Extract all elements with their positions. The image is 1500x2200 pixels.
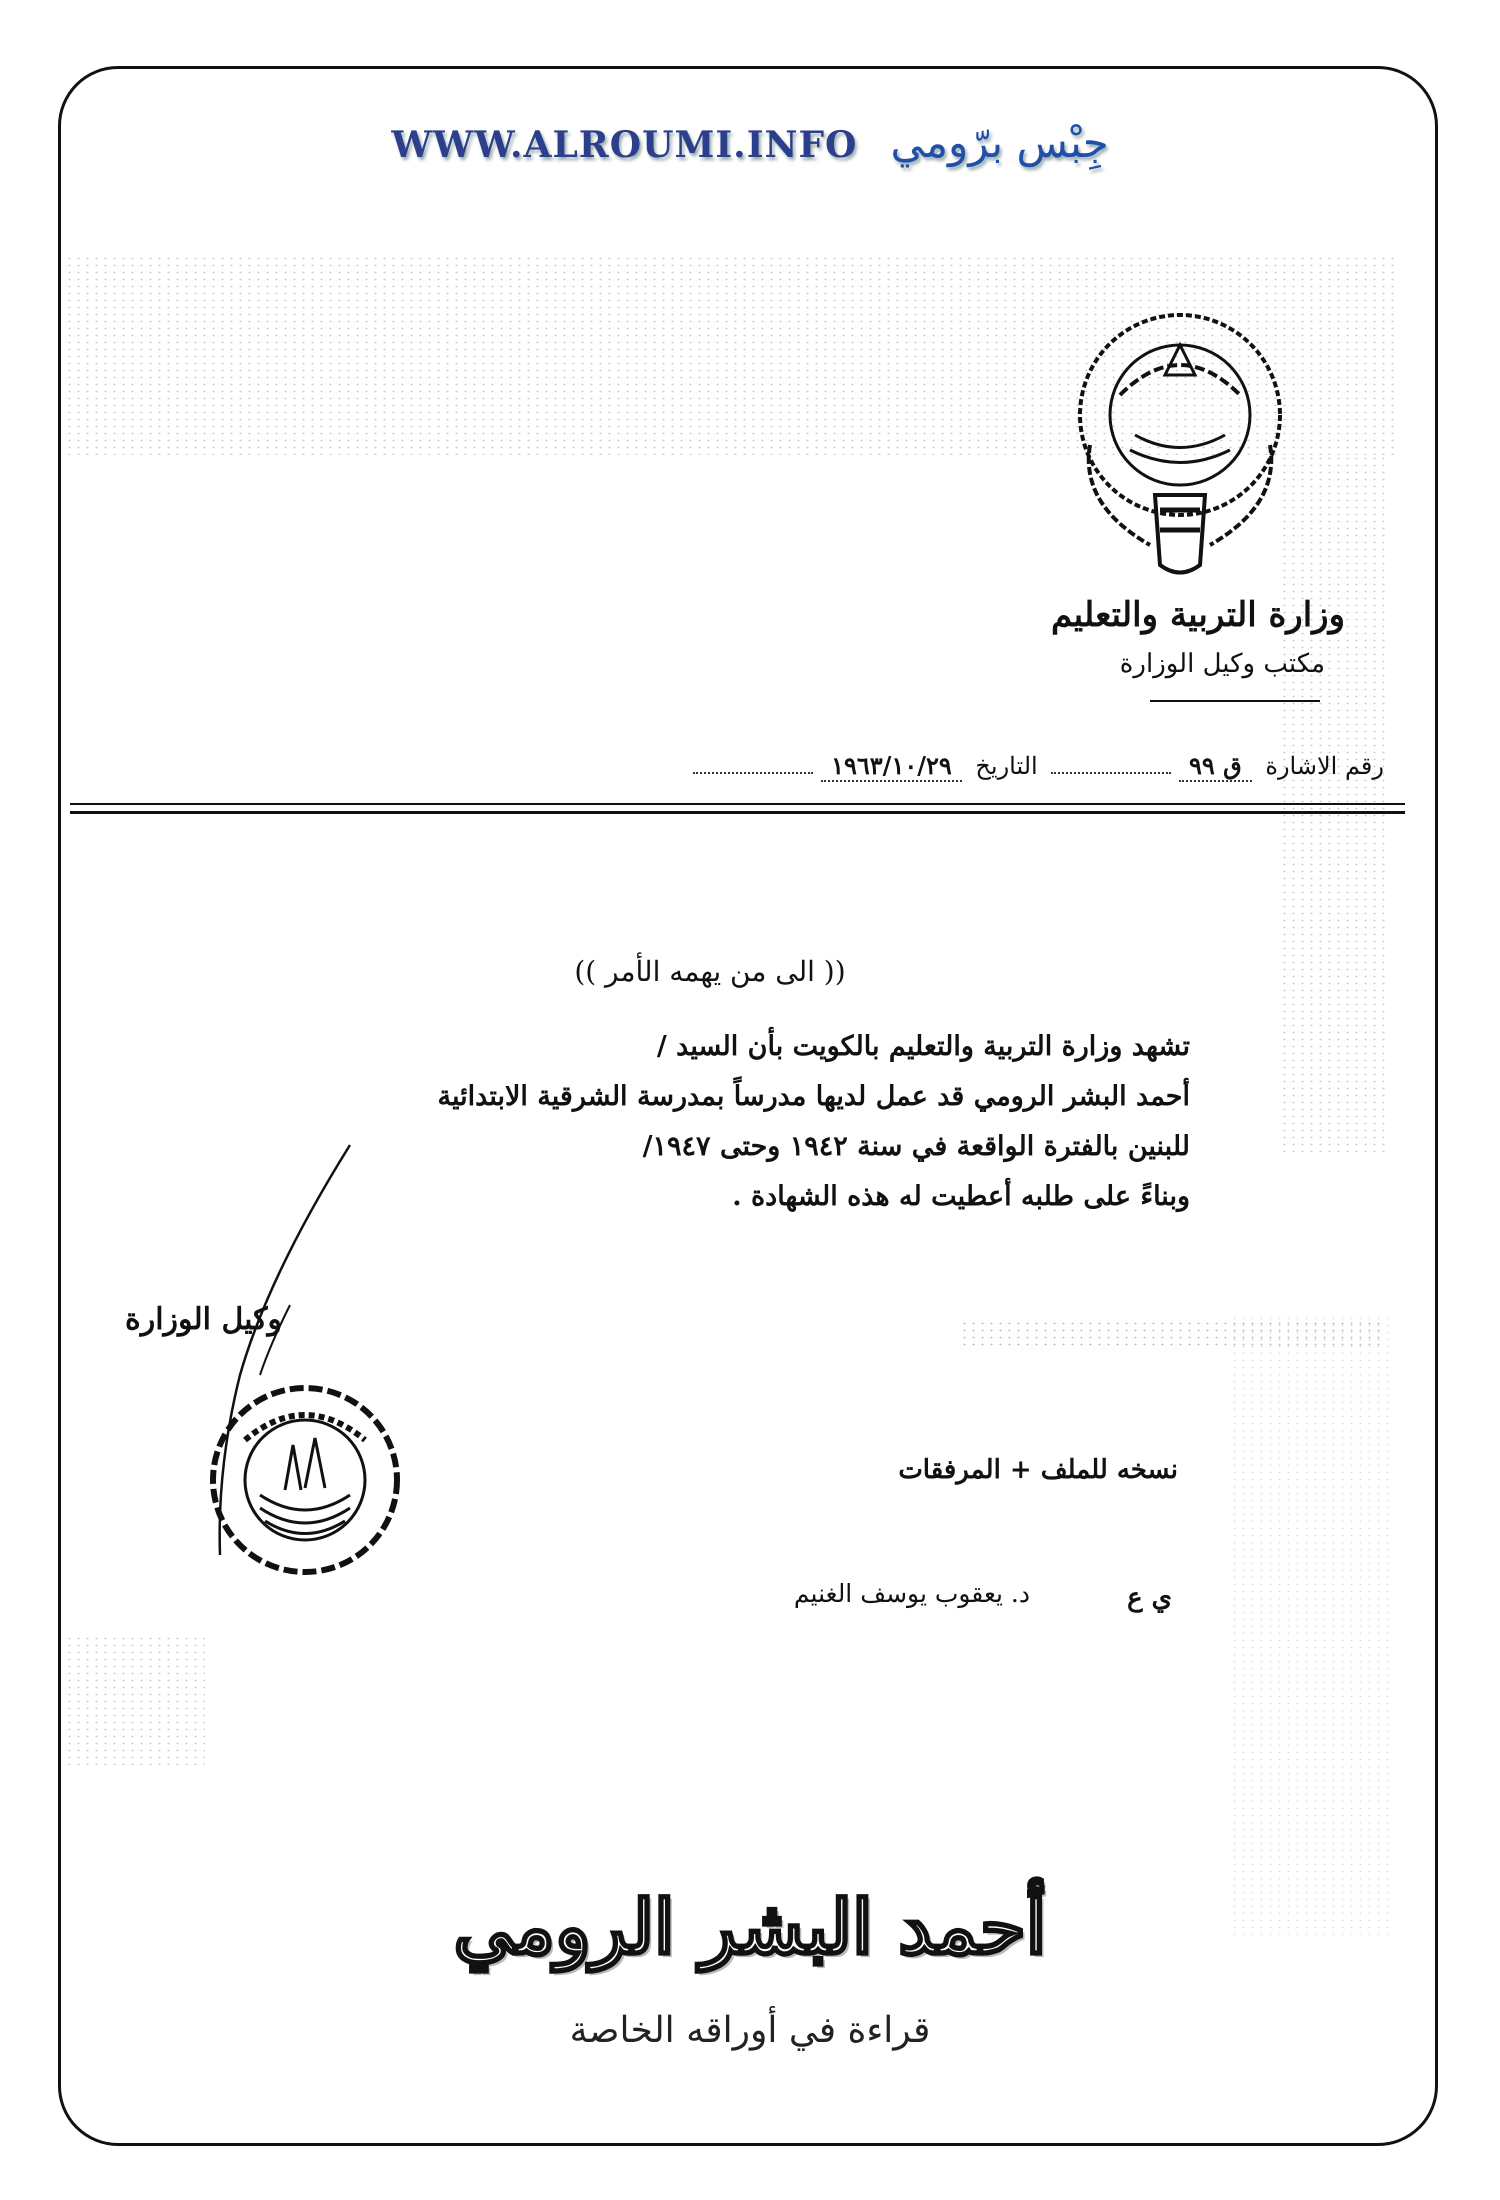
divider	[1150, 700, 1320, 702]
site-arabic-name: جِبْس برّومي	[890, 118, 1109, 167]
letter-heading: (( الى من يهمه الأمر ))	[574, 955, 846, 988]
site-banner	[0, 118, 1500, 167]
reference-label: رقم الاشارة	[1265, 752, 1384, 780]
scan-noise	[1230, 1315, 1390, 1935]
letter-line: أحمد البشر الرومي قد عمل لديها مدرساً بمدرسة الشرقية الابتدائية	[437, 1081, 1190, 1112]
scan-noise	[65, 1635, 205, 1765]
reference-line	[490, 751, 1390, 780]
signer-title: وكيل الوزارة	[125, 1302, 282, 1337]
date-label: التاريخ	[975, 752, 1038, 780]
dotted-leader	[693, 772, 813, 774]
book-subtitle: قراءة في أوراقه الخاصة	[569, 2010, 931, 2051]
site-url: WWW.ALROUMI.INFO	[391, 124, 858, 166]
date-value: ١٩٦٣/١٠/٢٩	[821, 751, 962, 782]
header-rule	[70, 803, 1405, 805]
book-title: أحمد البشر الرومي	[453, 1885, 1047, 1971]
letter-line: تشهد وزارة التربية والتعليم بالكويت بأن السيد /	[656, 1031, 1190, 1062]
initials: ي ع	[1127, 1583, 1172, 1613]
reference-value: ق ٩٩	[1179, 751, 1252, 782]
scanned-letter	[60, 255, 1440, 1965]
dotted-leader	[1051, 772, 1171, 774]
letter-line: وبناءً على طلبه أعطيت له هذه الشهادة .	[732, 1181, 1190, 1212]
official-stamp-icon	[205, 1380, 405, 1580]
copy-note: نسخه للملف + المرفقات	[898, 1455, 1178, 1485]
header-rule	[70, 811, 1405, 814]
letter-line: للبنين بالفترة الواقعة في سنة ١٩٤٢ وحتى ١٩٤٧/	[642, 1131, 1190, 1162]
kuwait-emblem-icon	[1060, 305, 1300, 585]
office-name: مكتب وكيل الوزارة	[1119, 649, 1325, 679]
scan-noise	[960, 1320, 1380, 1348]
signatory-name: د. يعقوب يوسف الغنيم	[793, 1579, 1030, 1608]
ministry-name: وزارة التربية والتعليم	[1051, 595, 1345, 635]
